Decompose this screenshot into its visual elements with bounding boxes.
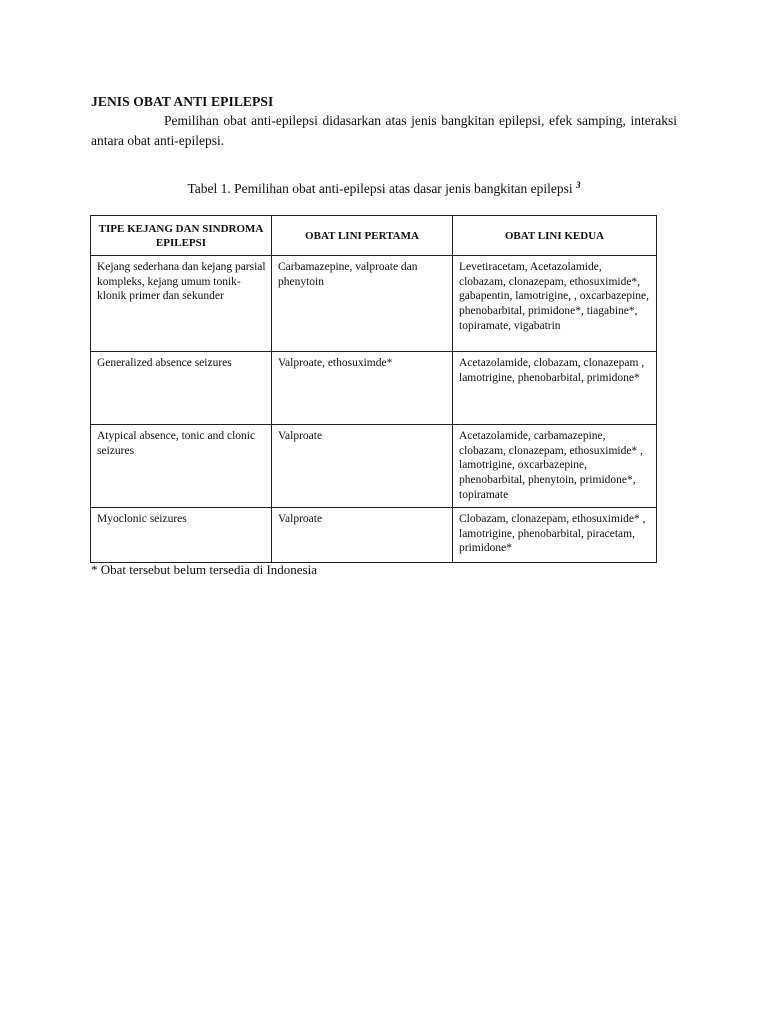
header-second-line: OBAT LINI KEDUA bbox=[453, 216, 657, 256]
cell-second-line: Clobazam, clonazepam, ethosuximide* , lamotrigine, phenobarbital, piracetam, primidone* bbox=[453, 508, 657, 563]
cell-seizure-type: Myoclonic seizures bbox=[91, 508, 272, 563]
table-row bbox=[91, 508, 657, 563]
table-row bbox=[91, 425, 657, 508]
cell-first-line: Carbamazepine, valproate dan phenytoin bbox=[272, 256, 453, 352]
section-heading: JENIS OBAT ANTI EPILEPSI bbox=[91, 94, 274, 109]
cell-second-line: Acetazolamide, clobazam, clonazepam , lamotrigine, phenobarbital, primidone* bbox=[453, 352, 657, 425]
table-row bbox=[91, 352, 657, 425]
cell-first-line: Valproate bbox=[272, 508, 453, 563]
table-row bbox=[91, 256, 657, 352]
header-first-line: OBAT LINI PERTAMA bbox=[272, 216, 453, 256]
intro-paragraph: Pemilihan obat anti-epilepsi didasarkan atas jenis bangkitan epilepsi, efek samping, interaksi antara obat anti-epilepsi. bbox=[91, 113, 677, 148]
table-footnote: * Obat tersebut belum tersedia di Indonesia bbox=[91, 562, 317, 577]
header-seizure-type: TIPE KEJANG DAN SINDROMA EPILEPSI bbox=[91, 216, 272, 256]
cell-first-line: Valproate bbox=[272, 425, 453, 508]
table-header-row bbox=[91, 216, 657, 256]
cell-second-line: Acetazolamide, carbamazepine, clobazam, clonazepam, ethosuximide* , lamotrigine, oxcarbazepine, phenobarbital, phenytoin, primidone*, topiramate bbox=[453, 425, 657, 508]
table-caption-text: Tabel 1. Pemilihan obat anti-epilepsi atas dasar jenis bangkitan epilepsi bbox=[187, 181, 577, 196]
cell-seizure-type: Generalized absence seizures bbox=[91, 352, 272, 425]
cell-first-line: Valproate, ethosuximde* bbox=[272, 352, 453, 425]
cell-seizure-type: Kejang sederhana dan kejang parsial kompleks, kejang umum tonik-klonik primer dan sekunder bbox=[91, 256, 272, 352]
drug-selection-table bbox=[90, 215, 657, 563]
citation-reference: 3 bbox=[576, 180, 581, 190]
cell-seizure-type: Atypical absence, tonic and clonic seizures bbox=[91, 425, 272, 508]
cell-second-line: Levetiracetam, Acetazolamide, clobazam, clonazepam, ethosuximide*, gabapentin, lamotrigine, , oxcarbazepine, phenobarbital, primidone*, tiagabine*, topiramate, vigabatrin bbox=[453, 256, 657, 352]
table-caption bbox=[0, 180, 768, 197]
